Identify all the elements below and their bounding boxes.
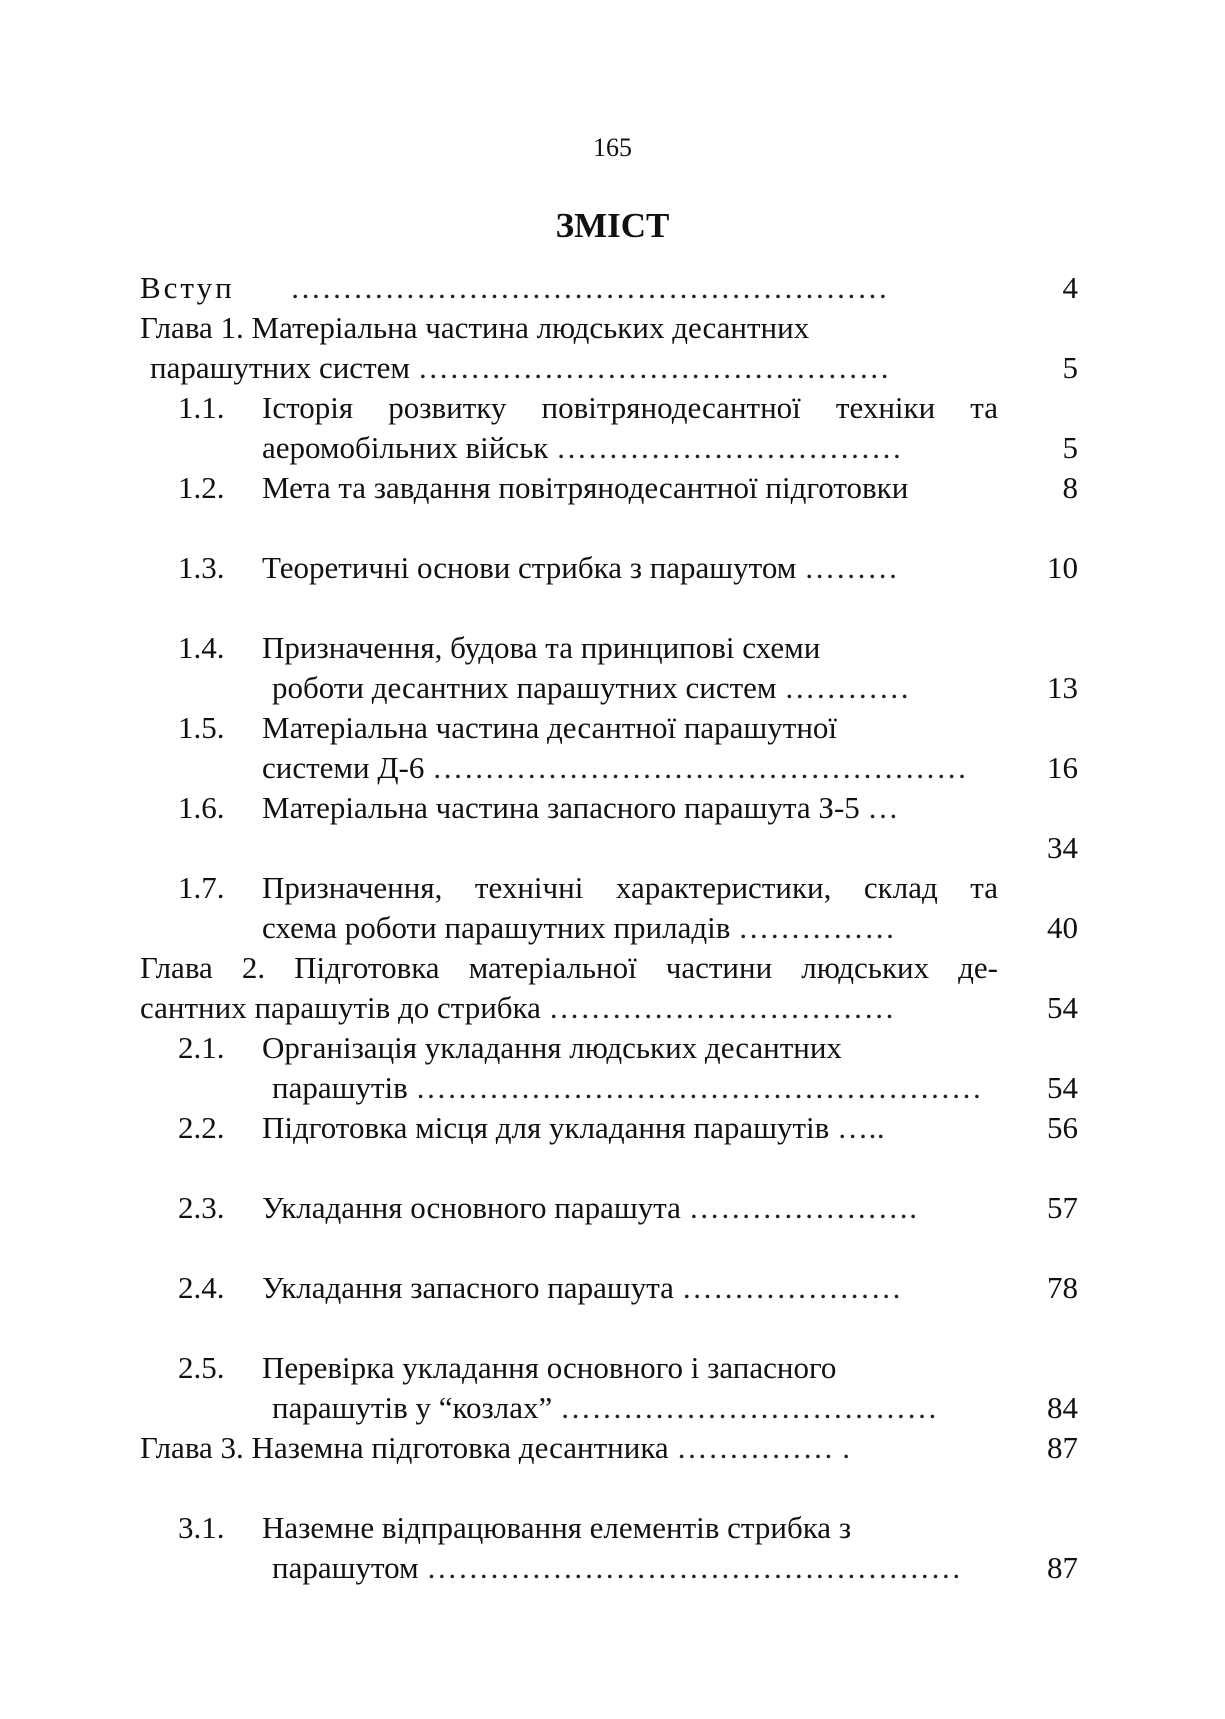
toc-section-number: 1.7. — [178, 870, 225, 905]
toc-section-1-7-line-1: Призначення, технічні характеристики, склад та — [262, 870, 998, 905]
toc-page-number: 34 — [1047, 830, 1078, 865]
toc-page-number: 16 — [1047, 750, 1078, 785]
toc-section-number: 1.1. — [178, 390, 225, 425]
toc-entry-text: Матеріальна частина запасного парашута З-5 — [262, 790, 860, 825]
page-number: 165 — [593, 133, 632, 162]
toc-chapter-1-line-1: Глава 1. Матеріальна частина людських десантних — [140, 310, 810, 345]
toc-section-2-1-line-2 — [272, 1068, 983, 1108]
toc-page-number: 87 — [1047, 1550, 1078, 1585]
toc-entry-text: аеромобільних військ — [262, 430, 549, 465]
toc-chapter-2-line-1: Глава 2. Підготовка матеріальної частини людських де- — [140, 950, 998, 985]
toc-leader-dots: …………………………… — [548, 990, 896, 1025]
toc-page-number: 5 — [1062, 430, 1078, 465]
toc-page-number: 78 — [1047, 1270, 1078, 1305]
toc-page-number: 56 — [1047, 1110, 1078, 1145]
toc-section-number: 1.3. — [178, 550, 225, 585]
toc-entry-text: сантних парашутів до стрибка — [140, 990, 541, 1025]
toc-entry-text: парашутом — [272, 1550, 419, 1585]
toc-section-2-5-line-1: Перевірка укладання основного і запасного — [262, 1350, 837, 1385]
toc-leader-dots: …………………………………………… — [426, 1550, 962, 1585]
toc-leader-dots: ……………………………………………… — [415, 1070, 983, 1105]
toc-entry-text: парашутів — [272, 1070, 408, 1105]
toc-page-number: 10 — [1047, 550, 1078, 585]
toc-entry-text: роботи десантних парашутних систем — [272, 670, 777, 705]
toc-section-3-1-line-2 — [272, 1548, 962, 1588]
toc-entry-text: Вступ — [140, 270, 235, 305]
toc-entry-text: Глава 3. Наземна підготовка десантника — [140, 1430, 669, 1465]
toc-section-3-1-line-1: Наземне відпрацювання елементів стрибка з — [262, 1510, 852, 1545]
toc-leader-dots: ………… — [784, 670, 911, 705]
toc-leader-dots: …………… . — [676, 1430, 851, 1465]
toc-section-1-1-line-1: Історія розвитку повітрянодесантної техніки та — [262, 390, 998, 425]
toc-section-1-5-line-2 — [262, 748, 968, 788]
toc-page-number: 13 — [1047, 670, 1078, 705]
toc-leader-dots: ….. — [837, 1110, 886, 1145]
toc-entry-text: парашутів у “козлах” — [272, 1390, 553, 1425]
toc-section-1-4-line-1: Призначення, будова та принципові схеми — [262, 630, 821, 665]
toc-entry-text: Укладання основного парашута — [262, 1190, 681, 1225]
toc-entry-text: парашутних систем — [150, 350, 410, 385]
toc-section-1-2: Мета та завдання повітрянодесантної підготовки — [262, 470, 909, 505]
toc-entry-text: Укладання запасного парашута — [262, 1270, 674, 1305]
toc-section-number: 1.6. — [178, 790, 225, 825]
toc-entry-text: Теоретичні основи стрибка з парашутом — [262, 550, 797, 585]
toc-section-number: 3.1. — [178, 1510, 225, 1545]
toc-page-number: 4 — [1062, 270, 1078, 305]
toc-page-number: 5 — [1062, 350, 1078, 385]
toc-leader-dots: ……… — [804, 550, 899, 585]
toc-section-1-5-line-1: Матеріальна частина десантної парашутної — [262, 710, 838, 745]
toc-section-2-2 — [262, 1108, 885, 1148]
toc-leader-dots: ……………………………………… — [417, 350, 891, 385]
toc-chapter-2-line-2 — [140, 988, 895, 1028]
toc-section-1-4-line-2 — [272, 668, 910, 708]
toc-section-1-6 — [262, 788, 899, 828]
toc-entry-intro — [140, 268, 235, 308]
toc-leader-dots: …………………………… — [556, 430, 903, 465]
toc-page-number: 54 — [1047, 1070, 1078, 1105]
toc-page-number: 84 — [1047, 1390, 1078, 1425]
page-title: ЗМІСТ — [555, 206, 670, 245]
toc-section-2-5-line-2 — [272, 1388, 938, 1428]
toc-section-number: 2.5. — [178, 1350, 225, 1385]
toc-leader-dots: ………………… — [681, 1270, 903, 1305]
toc-leader-dots: …………… — [738, 910, 896, 945]
toc-section-2-1-line-1: Організація укладання людських десантних — [262, 1030, 842, 1065]
toc-section-number: 1.2. — [178, 470, 225, 505]
toc-leader-dots: … — [867, 790, 900, 825]
toc-leader-dots: ……………………………… — [560, 1390, 939, 1425]
toc-leader-dots: …………………. — [688, 1190, 918, 1225]
toc-section-number: 1.4. — [178, 630, 225, 665]
toc-section-1-3 — [262, 548, 899, 588]
toc-page-number: 40 — [1047, 910, 1078, 945]
toc-section-number: 2.3. — [178, 1190, 225, 1225]
toc-section-2-3 — [262, 1188, 917, 1228]
toc-section-number: 2.4. — [178, 1270, 225, 1305]
toc-leader-dots: …………………………………………… — [432, 750, 968, 785]
toc-page-number: 54 — [1047, 990, 1078, 1025]
toc-leader-dots: ………………………………………………… — [290, 270, 889, 305]
toc-section-number: 1.5. — [178, 710, 225, 745]
toc-section-2-4 — [262, 1268, 902, 1308]
toc-section-number: 2.1. — [178, 1030, 225, 1065]
toc-section-number: 2.2. — [178, 1110, 225, 1145]
toc-section-1-7-line-2 — [262, 908, 896, 948]
toc-page-number: 87 — [1047, 1430, 1078, 1465]
toc-page-number: 57 — [1047, 1190, 1078, 1225]
toc-chapter-1-line-2 — [150, 348, 890, 388]
toc-section-1-1-line-2 — [262, 428, 903, 468]
toc-entry-text: схема роботи парашутних приладів — [262, 910, 731, 945]
toc-entry-text: Підготовка місця для укладання парашутів — [262, 1110, 830, 1145]
toc-entry-text: системи Д-6 — [262, 750, 425, 785]
toc-page-number: 8 — [1062, 470, 1078, 505]
toc-chapter-3 — [140, 1428, 850, 1468]
